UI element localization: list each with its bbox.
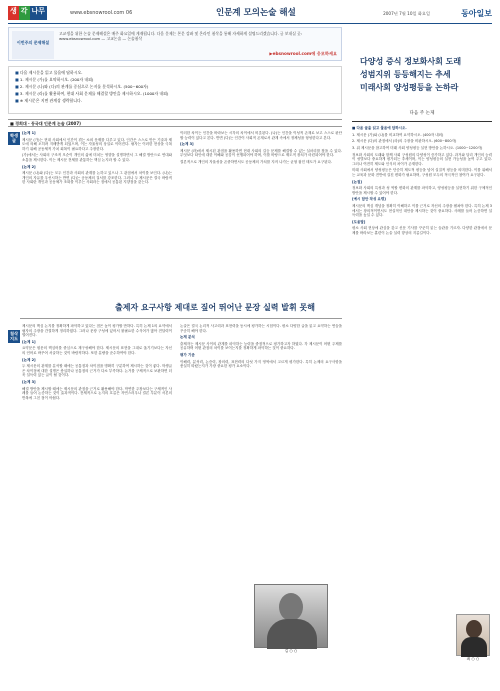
logo-part-3: 나무 — [30, 6, 48, 20]
section-heading: 논제 분석 — [180, 335, 195, 340]
notice-tag: 이번주의 문제해설 — [12, 31, 54, 59]
review-tag: 첨삭지도 — [8, 330, 20, 343]
section-heading: 평가 기준 — [180, 353, 195, 358]
section-heading: [도움말] — [352, 219, 366, 224]
question-item: ■ 다음 제시문을 읽고 물음에 답하시오. — [15, 71, 335, 76]
student-essay-column-2 — [180, 131, 342, 297]
paragraph: 정보화 사회의 도래와 함께 사회 구성원의 다양성이 증가하고 있다. 과거와 달리 개인의 능력이 성별보다 중요하게 평가되는 추세이며, 이는 양성평등의 실현 가능성을 높여 주고 있다. 그러나 여전히 제도와 인식의 차이가 존재한다. — [352, 152, 492, 166]
reviewer-photo — [254, 584, 328, 648]
paragraph: 요약문은 원문의 핵심어를 중심으로 재구성해야 한다. 제시문의 표현을 그대로 옮기기보다는 자신의 언어로 바꾸어 서술하는 것이 바람직하다. 또한 분량을 준수하여야 한다. — [22, 346, 172, 356]
paragraph: 3. 위 제시문을 참고하여 미래 사회 양성평등 실현 방안을 논하시오. (1000~1200자) — [352, 145, 483, 150]
question-item: ■ ※ 제시문은 지면 관계상 생략합니다. — [15, 99, 335, 104]
paragraph: 제시문 (나)와 (다)는 모두 인간과 사회의 관계를 논하고 있으나 그 관점에서 차이를 보인다. (나)는 개인의 자유를 우선시하는 반면 (다)는 공동체의 질서를 강조한다. 그러나 두 제시문은 결국 바람직한 사회란 개인과 공동체가 조화를 이루는 사회라는 점에서 공통된 지향점을 갖는다. — [22, 171, 172, 185]
paragraph: 이해력, 분석력, 논증력, 창의력, 표현력의 다섯 가지 영역에서 고르게 평가한다. 특히 논제의 요구사항을 충실히 따랐는지가 가장 중요한 평가 요소이다. — [180, 359, 342, 369]
site-logo[interactable] — [8, 6, 66, 20]
next-week-body — [352, 126, 492, 236]
masthead — [8, 4, 492, 24]
section-heading: ■ 다음 글을 읽고 물음에 답하시오. — [352, 126, 407, 131]
review-column-1 — [22, 324, 172, 682]
paragraph: 제시문 (가)는 현대 사회에서 인간이 겪는 소외 문제를 다루고 있다. 인간은 스스로 만든 기술과 제도에 의해 오히려 지배받게 되었으며, 이는 자율성의 상실로 이어진다. 필자는 이러한 현상을 극복하기 위해 공동체적 가치 회복이 필요하다고 주장한다. — [22, 137, 172, 151]
question-heading: [논제 3] — [180, 142, 194, 147]
paragraph: 정보화 사회의 특성과 성 역할 변화의 관계를 파악하고, 양성평등을 실현하기 위한 구체적인 방안을 제시할 수 있어야 한다. — [352, 186, 492, 195]
paragraph: 2. 제시문 (다)의 관점에서 (라)의 주장을 비판하시오. (600~800자) — [352, 139, 457, 144]
photo-body-shape — [267, 619, 317, 649]
title-line: 미래사회 양성평등을 논하라 — [360, 81, 459, 92]
photo-head-shape — [466, 620, 482, 638]
question-item: ■ 2. 제시문 (나)와 (다)의 관계를 중심으로 논지를 분석하시오. (500~600자) — [15, 85, 335, 90]
divider — [20, 318, 342, 319]
notice-link[interactable]: ▶ebsnowrool.com에 응모하세요 — [269, 50, 337, 56]
student-essay-column-1 — [22, 131, 172, 297]
review-column-2 — [180, 324, 342, 580]
section-title: 인문계 모의논술 해설 — [216, 8, 296, 18]
author-name: 최 ○ ○ — [466, 656, 480, 661]
photo-body-shape — [461, 637, 487, 657]
site-url-text: www.ebsnowrool.com — [70, 10, 125, 16]
question-item: ■ 3. 제시문 (라)를 활용하여, 현대 사회 문제를 해결할 방안을 제시하시오. (1000자 내외) — [15, 92, 335, 97]
title-line: 다양성 증식 정보화사회 도래 — [360, 56, 462, 66]
question-item: ■ 1. 제시문 (가)를 요약하시오. (200자 내외) — [15, 78, 335, 83]
title-line: 성범지위 등등해지는 추세 — [360, 68, 451, 79]
notice-box — [8, 27, 342, 61]
author-photo — [456, 614, 490, 656]
site-url[interactable] — [70, 10, 132, 16]
newspaper-brand: 동아일보 — [461, 8, 492, 18]
paragraph: 제시문의 핵심 논지를 정확하게 파악하고 있다는 점은 높이 평가할 만하다. 특히 논제 1의 요약에서 필자의 주장을 간결하게 정리하였다. 그러나 문장 구성에 있어서 불필요한 수식어가 많아 전달력이 떨어진다. — [22, 324, 172, 338]
section-heading: [예시 답안 작성 요령] — [352, 197, 386, 202]
review-headline: 출제자 요구사항 제대로 짚어 뛰어난 문장 실력 발휘 못해 — [114, 302, 316, 312]
paragraph: 해결 방안을 제시할 때에는 제시문의 관점을 근거로 활용해야 한다. 막연한 주장보다는 구체적인 사례를 들어 논증하는 것이 효과적이다. 전체적으로 논지의 흐름은 자연스러우나 결론 부분이 서론의 반복에 그친 점이 아쉽다. — [22, 386, 172, 400]
subject-bar: ■ 경희대 · 동국대 인문계 논술 (2007) — [8, 119, 342, 127]
question-heading: [논제 2] — [22, 164, 36, 169]
paragraph: 두 제시문의 관계를 분석할 때에는 공통점과 차이점을 명확히 구분하여 제시하는 것이 좋다. 학생글은 차이점에 대한 설명은 충실하나 공통점의 근거가 다소 부족하다. 논거를 구체적으로 보완하면 더욱 설득력 있는 글이 될 것이다. — [22, 364, 172, 378]
question-list — [8, 66, 342, 114]
paragraph: 논술은 결국 논리적 사고력과 표현력을 동시에 평가하는 시험이다. 평소 다양한 글을 읽고 요약하는 연습을 꾸준히 해야 한다. — [180, 324, 342, 333]
paragraph: 제시문 (라)에서 제시된 관점을 활용하면 현대 사회의 갈등 문제를 해결할 수 있는 실마리를 찾을 수 있다. 무엇보다 타인에 대한 이해와 공감이 선행되어야 하며, 이를 바탕으로 제도적 장치가 마련되어야 한다. — [180, 148, 342, 158]
paragraph: 1. 제시문 (가)와 (나)를 비교하여 요약하시오. (400자 내외) — [352, 132, 444, 137]
paragraph: 평소 사회 현상에 관심을 갖고 신문 기사를 꾸준히 읽는 습관을 기르자. 다양한 관점에서 문제를 바라보는 훈련이 논술 실력 향상의 지름길이다. — [352, 226, 492, 236]
divider — [352, 121, 492, 122]
paragraph: 결론적으로 개인의 자율성을 존중하면서도 공동체의 가치를 지켜 나가는 균형 잡힌 태도가 요구된다. — [180, 160, 332, 165]
logo-part-1: 생 — [8, 6, 19, 20]
paragraph: 이러한 차이는 인간을 바라보는 시각의 차이에서 비롯된다. (나)는 인간을 이성적 존재로 보고 스스로 판단할 능력이 있다고 본다. 반면 (다)는 인간이 사회적 존재로서 관계 속에서 정체성을 형성한다고 본다. — [180, 131, 342, 140]
notice-text: 고교생을 위한 논술 문제해설은 매주 화요일에 게재됩니다. 다음 문제는 본문 강좌 및 온라인 첨삭을 통해 자세하게 설명드리겠습니다. 글 보내실 곳: www.ebsnowrool.com — 고교논술 — 논술첨삭 — [59, 31, 303, 41]
paragraph: 제시문의 핵심 개념을 정확히 이해하고 이를 근거로 자신의 주장을 펼쳐야 한다. 특히 논제 3에서는 창의적이면서도 현실적인 대안을 제시하는 것이 중요하다. 사례를 들어 논증하면 설득력을 높일 수 있다. — [352, 204, 492, 218]
photo-head-shape — [279, 593, 303, 621]
question-heading: [논제 1] — [22, 339, 36, 344]
next-week-column — [352, 27, 492, 687]
reviewer-name: 김 ○ ○ — [284, 648, 298, 653]
paragraph: (가)에서는 사회의 구조적 모순이 개인의 삶에 미치는 영향을 설명하면서 그 해결 방안으로 연대와 소통을 제시한다. 이는 제시문 전체를 관통하는 핵심 논지라 할 수 있다. — [22, 153, 172, 163]
question-heading: [논제 1] — [22, 131, 36, 135]
section-heading: [논점] — [352, 179, 362, 184]
page-number: 06 — [125, 10, 133, 16]
question-heading: [논제 3] — [22, 380, 36, 385]
paragraph: 미래 사회에서 양성평등은 단순히 제도적 평등을 넘어 실질적 평등을 의미한다. 이를 위해서는 교육과 문화 전반에 걸친 변화가 필요하며, 구성원 모두의 적극적인 참여가 요구된다. — [352, 168, 492, 177]
next-week-title — [352, 55, 492, 93]
paragraph: 출제자는 제시문 사이의 관계를 파악하는 능력을 중점적으로 평가하고자 하였다. 각 제시문이 어떤 주제를 공유하며 어떤 관점의 차이를 보이는지를 정확하게 파악하는 것이 중요하다. — [180, 341, 342, 351]
issue-date: 2007년 7월 10일 화요일 — [383, 11, 430, 16]
next-week-subtitle: 다음 주 논제 — [409, 111, 435, 117]
question-heading: [논제 2] — [22, 357, 36, 362]
logo-part-2: 각 — [19, 6, 30, 20]
student-essay-tag: 학생글 — [8, 132, 20, 145]
